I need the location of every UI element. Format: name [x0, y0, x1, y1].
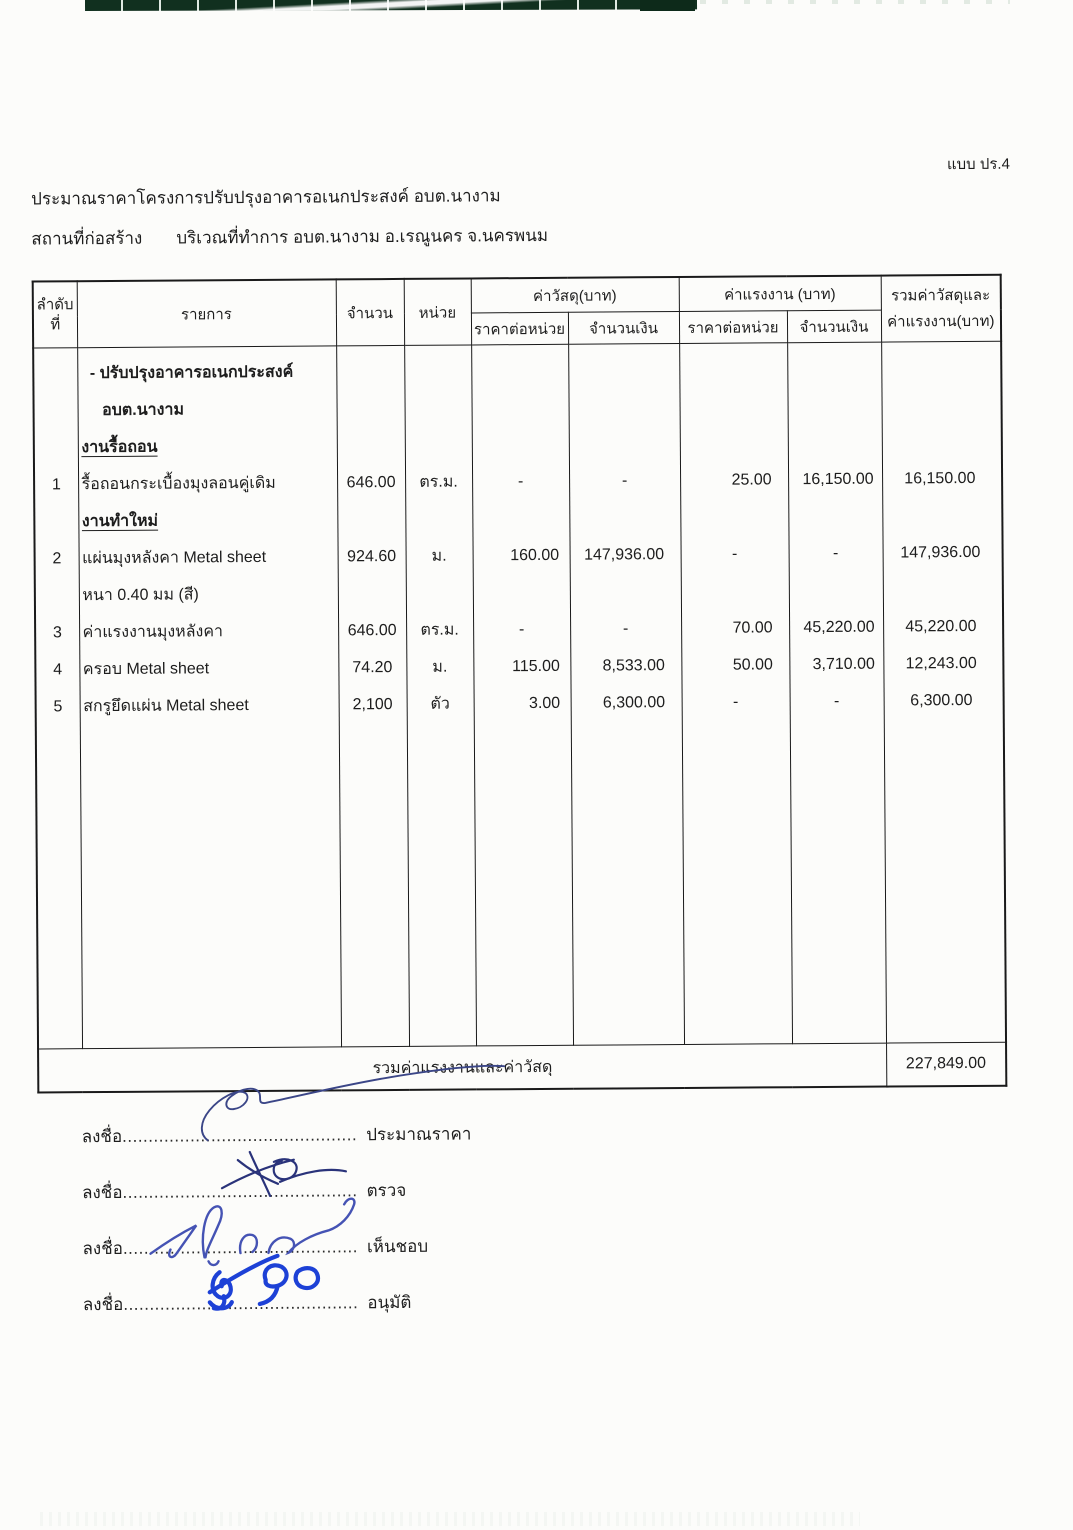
cell-mat-amount [569, 351, 679, 389]
cell-seq [34, 392, 77, 429]
location-label: สถานที่ก่อสร้าง [31, 228, 143, 249]
header-seq-line2: ที่ [50, 315, 61, 333]
cell-labor-amount: 16,150.00 [802, 470, 874, 489]
table-footer-row [38, 1042, 1006, 1092]
table-body-row [33, 341, 1006, 1049]
signature-row-4 [83, 1290, 603, 1350]
cell-unit [405, 389, 471, 426]
cell-qty: 74.20 [352, 659, 393, 677]
sign-here-label: ลงชื่อ [82, 1294, 124, 1315]
signature-row-2 [82, 1178, 602, 1238]
cell-total: 16,150.00 [904, 469, 976, 488]
cell-labor-amount [788, 387, 881, 425]
cell-seq [35, 503, 78, 540]
cell-labor-unit-price: 25.00 [731, 471, 772, 489]
cell-qty [337, 353, 404, 390]
construction-site-line [31, 222, 548, 253]
header-quantity: จำนวน [336, 279, 404, 346]
cell-qty [337, 390, 404, 427]
cell-total [882, 386, 1001, 424]
cell-item: แผ่นมุงหลังคา Metal sheet [82, 548, 267, 568]
cell-labor-unit-price: 50.00 [732, 656, 773, 674]
cell-seq: 4 [53, 661, 63, 679]
cell-seq: 3 [52, 624, 62, 642]
cell-labor-unit-price [681, 498, 788, 536]
cell-labor-amount: - [832, 544, 839, 562]
header-unit: หน่วย [404, 278, 471, 345]
cell-total [883, 497, 1002, 535]
cell-labor-unit-price [681, 572, 788, 610]
cell-labor-unit-price: 70.00 [732, 619, 773, 637]
sign-here-label: ลงชื่อ [82, 1238, 123, 1259]
cell-total [883, 571, 1002, 609]
header-labor-amount: จำนวนเงิน [787, 310, 881, 343]
cell-mat-amount: 6,300.00 [602, 694, 666, 712]
cell-unit [405, 352, 471, 389]
cell-mat-unit-price [472, 352, 568, 390]
cell-mat-unit-price: - [518, 621, 525, 639]
signature-role-label: อนุมัติ [367, 1292, 412, 1313]
cell-labor-unit-price: - [732, 693, 739, 711]
cell-mat-amount [569, 425, 679, 463]
cell-qty [338, 501, 405, 538]
cell-mat-unit-price [473, 574, 569, 612]
cell-item: งานทำใหม่ [81, 512, 159, 531]
cell-mat-amount: 8,533.00 [602, 657, 665, 675]
cell-mat-unit-price: 160.00 [510, 546, 560, 565]
cell-mat-unit-price [472, 426, 568, 464]
header-material-unit-price: ราคาต่อหน่วย [471, 312, 568, 345]
header-total [881, 275, 1001, 342]
sign-here-label: ลงชื่อ [81, 1126, 123, 1147]
cell-qty [337, 427, 404, 464]
cell-item: ค่าแรงงานมุงหลังคา [82, 623, 224, 642]
cell-qty: 646.00 [347, 621, 397, 640]
cell-mat-amount: - [621, 472, 628, 490]
cell-seq [35, 429, 78, 466]
cell-mat-unit-price: 3.00 [528, 694, 561, 713]
cell-qty [338, 575, 405, 612]
grand-total-value: 227,849.00 [886, 1042, 1006, 1086]
signature-block [82, 1122, 604, 1350]
cell-seq: 1 [51, 476, 61, 494]
grand-total-label: รวมค่าแรงงานและค่าวัสดุ [38, 1043, 886, 1092]
signature-role-label: ประมาณราคา [366, 1124, 472, 1145]
cell-mat-unit-price: 115.00 [512, 657, 560, 676]
cell-item: สกรูยึดแผ่น Metal sheet [83, 697, 249, 716]
column-item [78, 346, 339, 725]
signature-role-label: ตรวจ [366, 1180, 407, 1201]
column-unit [405, 345, 474, 722]
cell-item: งานรื้อถอน [81, 438, 158, 457]
estimate-table [32, 274, 1008, 1094]
cell-mat-amount: - [622, 620, 629, 638]
cell-labor-amount [788, 350, 881, 388]
header-labor-group: ค่าแรงงาน (บาท) [679, 276, 881, 312]
header-total-line2: ค่าแรงงาน(บาท) [887, 312, 995, 331]
cell-labor-amount: 3,710.00 [812, 655, 875, 674]
cell-unit [406, 574, 472, 611]
cell-mat-amount: 147,936.00 [583, 546, 665, 564]
header-item: รายการ [77, 279, 336, 347]
cell-qty: 2,100 [352, 696, 393, 714]
cell-labor-amount [789, 572, 882, 610]
column-labor-amount [788, 343, 884, 721]
form-code: แบบ ปร.4 [946, 155, 1010, 174]
cell-mat-amount [570, 499, 680, 537]
column-seq [34, 348, 79, 725]
column-material-unit-price [472, 345, 571, 723]
cell-item: อบต.นางาม [102, 401, 185, 420]
header-material-group: ค่าวัสดุ(บาท) [471, 277, 679, 313]
cell-item: รื้อถอนกระเบื้องมุงลอนคู่เดิม [81, 474, 276, 494]
cell-labor-amount [788, 424, 881, 462]
cell-unit [406, 500, 472, 537]
cell-unit [405, 426, 471, 463]
signature-role-label: เห็นชอบ [366, 1236, 429, 1257]
cell-total: 12,243.00 [905, 654, 977, 673]
cell-labor-amount [789, 498, 882, 536]
cell-qty: 646.00 [346, 473, 396, 492]
cell-total [882, 423, 1001, 461]
location-value: บริเวณที่ทำการ อบต.นางาม อ.เรณูนคร จ.นครพนม [176, 225, 549, 248]
cell-qty: 924.60 [347, 547, 397, 566]
cell-unit: ม. [431, 547, 447, 565]
signature-dotted-line: ............................................. [122, 1181, 358, 1202]
cell-total: 6,300.00 [910, 691, 973, 710]
cell-seq: 5 [53, 698, 63, 716]
signature-dotted-line: ............................................. [123, 1293, 359, 1314]
header-seq [33, 281, 77, 348]
column-total [882, 342, 1003, 720]
cell-labor-unit-price [680, 387, 787, 425]
column-quantity [337, 346, 407, 723]
cell-unit: ตร.ม. [419, 473, 458, 491]
cell-labor-unit-price [680, 350, 787, 388]
cell-unit: ตัว [430, 695, 450, 713]
signature-row-3 [82, 1234, 602, 1294]
cell-mat-unit-price: - [517, 473, 524, 491]
cell-item: - ปรับปรุงอาคารอเนกประสงค์ [89, 363, 294, 383]
cell-total [882, 349, 1001, 387]
cell-mat-amount [569, 388, 679, 426]
cell-item: ครอบ Metal sheet [82, 660, 210, 679]
cell-unit: ตร.ม. [420, 621, 459, 639]
cell-item: หนา 0.40 มม (สี) [82, 586, 199, 605]
cell-mat-unit-price [473, 500, 569, 538]
cell-labor-amount: 45,220.00 [803, 618, 875, 637]
cell-labor-unit-price: - [731, 545, 738, 563]
cell-labor-amount: - [833, 692, 840, 710]
cell-seq [34, 355, 77, 392]
cell-unit: ม. [432, 658, 448, 676]
column-material-amount [569, 344, 682, 722]
header-seq-line1: ลำดับ [36, 295, 74, 313]
cell-mat-amount [570, 573, 680, 611]
header-total-line1: รวมค่าวัสดุและ [890, 286, 991, 305]
sign-here-label: ลงชื่อ [81, 1182, 123, 1203]
cell-total: 147,936.00 [900, 543, 981, 562]
document-title: ประมาณราคาโครงการปรับปรุงอาคารอเนกประสงค์ อบต.นางาม [31, 186, 501, 209]
cell-mat-unit-price [472, 389, 568, 427]
signature-dotted-line: ............................................. [122, 1237, 359, 1258]
cell-seq: 2 [52, 550, 62, 568]
signature-dotted-line: ............................................. [122, 1125, 358, 1146]
cell-labor-unit-price [680, 424, 787, 462]
cell-seq [36, 577, 79, 614]
header-material-amount: จำนวนเงิน [568, 311, 679, 344]
signature-row-1 [82, 1122, 602, 1182]
column-labor-unit-price [680, 343, 790, 721]
cell-total: 45,220.00 [905, 617, 977, 636]
header-labor-unit-price: ราคาต่อหน่วย [679, 311, 787, 344]
